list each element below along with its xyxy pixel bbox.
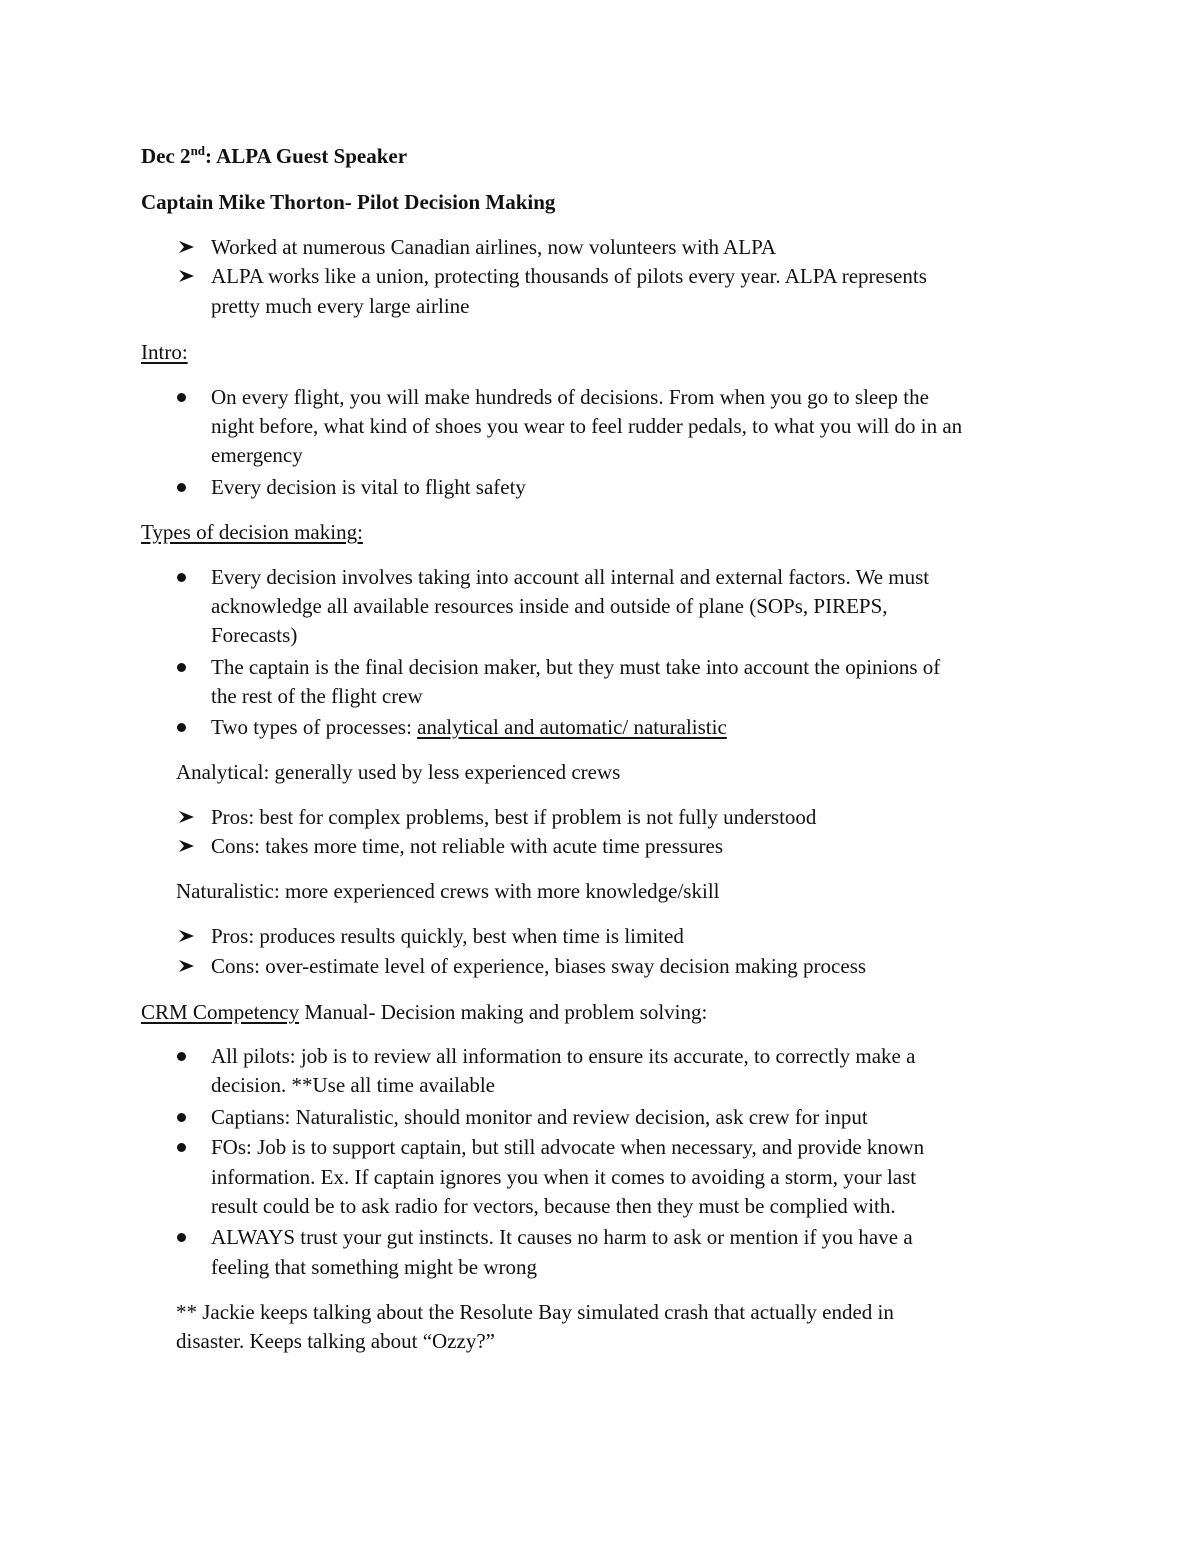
list-item-continuation: night before, what kind of shoes you wear to feel rudder pedals, to what you will do in an <box>211 414 963 438</box>
list-item-continuation: Forecasts) <box>211 623 298 647</box>
bullet-icon <box>177 723 186 732</box>
list-item-continuation: emergency <box>211 443 303 467</box>
list-item: Worked at numerous Canadian airlines, now volunteers with ALPA <box>211 235 777 259</box>
list-item: Every decision is vital to flight safety <box>211 475 526 499</box>
arrow-bullet-icon <box>176 921 198 951</box>
list-item: Every decision involves taking into account all internal and external factors. We must <box>211 565 930 589</box>
processes-underlined: analytical and automatic/ naturalistic <box>417 715 727 739</box>
bullet-icon <box>177 393 186 402</box>
arrow-bullet-icon <box>176 831 198 861</box>
arrow-bullet-icon <box>176 232 198 262</box>
bullet-icon <box>177 1143 186 1152</box>
list-item: Two types of processes: analytical and automatic/ naturalistic <box>211 715 727 739</box>
list-item: Cons: takes more time, not reliable with acute time pressures <box>211 834 724 858</box>
page-subtitle: Captain Mike Thorton- Pilot Decision Making <box>141 190 556 214</box>
list-item-continuation: pretty much every large airline <box>211 294 470 318</box>
bullet-icon <box>177 1113 186 1122</box>
bullet-icon <box>177 1052 186 1061</box>
list-item-continuation: feeling that something might be wrong <box>211 1255 538 1279</box>
list-item-continuation: decision. **Use all time available <box>211 1073 495 1097</box>
list-item: Pros: best for complex problems, best if problem is not fully understood <box>211 805 817 829</box>
section-title-types: Types of decision making: <box>141 520 363 544</box>
bullet-icon <box>177 663 186 672</box>
note-line: disaster. Keeps talking about “Ozzy?” <box>176 1329 495 1353</box>
page-title: Dec 2nd: ALPA Guest Speaker <box>141 143 408 168</box>
list-item: All pilots: job is to review all information to ensure its accurate, to correctly make a <box>211 1044 916 1068</box>
bullet-icon <box>177 573 186 582</box>
arrow-bullet-icon <box>176 261 198 291</box>
list-item-continuation: result could be to ask radio for vectors, because then they must be complied with. <box>211 1194 896 1218</box>
section-title-crm: CRM Competency Manual- Decision making and problem solving: <box>141 1000 708 1024</box>
note-line: ** Jackie keeps talking about the Resolute Bay simulated crash that actually ended in <box>176 1300 894 1324</box>
list-item: Cons: over-estimate level of experience, biases sway decision making process <box>211 954 867 978</box>
section-title-intro: Intro: <box>141 340 188 364</box>
list-item-continuation: information. Ex. If captain ignores you when it comes to avoiding a storm, your last <box>211 1165 917 1189</box>
arrow-bullet-icon <box>176 951 198 981</box>
list-item-continuation: acknowledge all available resources inside and outside of plane (SOPs, PIREPS, <box>211 594 888 618</box>
list-item: ALPA works like a union, protecting thousands of pilots every year. ALPA represents <box>211 264 927 288</box>
list-item: Pros: produces results quickly, best when time is limited <box>211 924 684 948</box>
bullet-icon <box>177 1233 186 1242</box>
list-item: On every flight, you will make hundreds of decisions. From when you go to sleep the <box>211 385 929 409</box>
list-item: Captians: Naturalistic, should monitor and review decision, ask crew for input <box>211 1105 868 1129</box>
bullet-icon <box>177 483 186 492</box>
analytical-title: Analytical: generally used by less experienced crews <box>176 760 621 784</box>
naturalistic-title: Naturalistic: more experienced crews with more knowledge/skill <box>176 879 720 903</box>
arrow-bullet-icon <box>176 802 198 832</box>
list-item: ALWAYS trust your gut instincts. It causes no harm to ask or mention if you have a <box>211 1225 913 1249</box>
list-item: FOs: Job is to support captain, but still advocate when necessary, and provide known <box>211 1135 925 1159</box>
list-item: The captain is the final decision maker, but they must take into account the opinions of <box>211 655 941 679</box>
list-item-continuation: the rest of the flight crew <box>211 684 423 708</box>
